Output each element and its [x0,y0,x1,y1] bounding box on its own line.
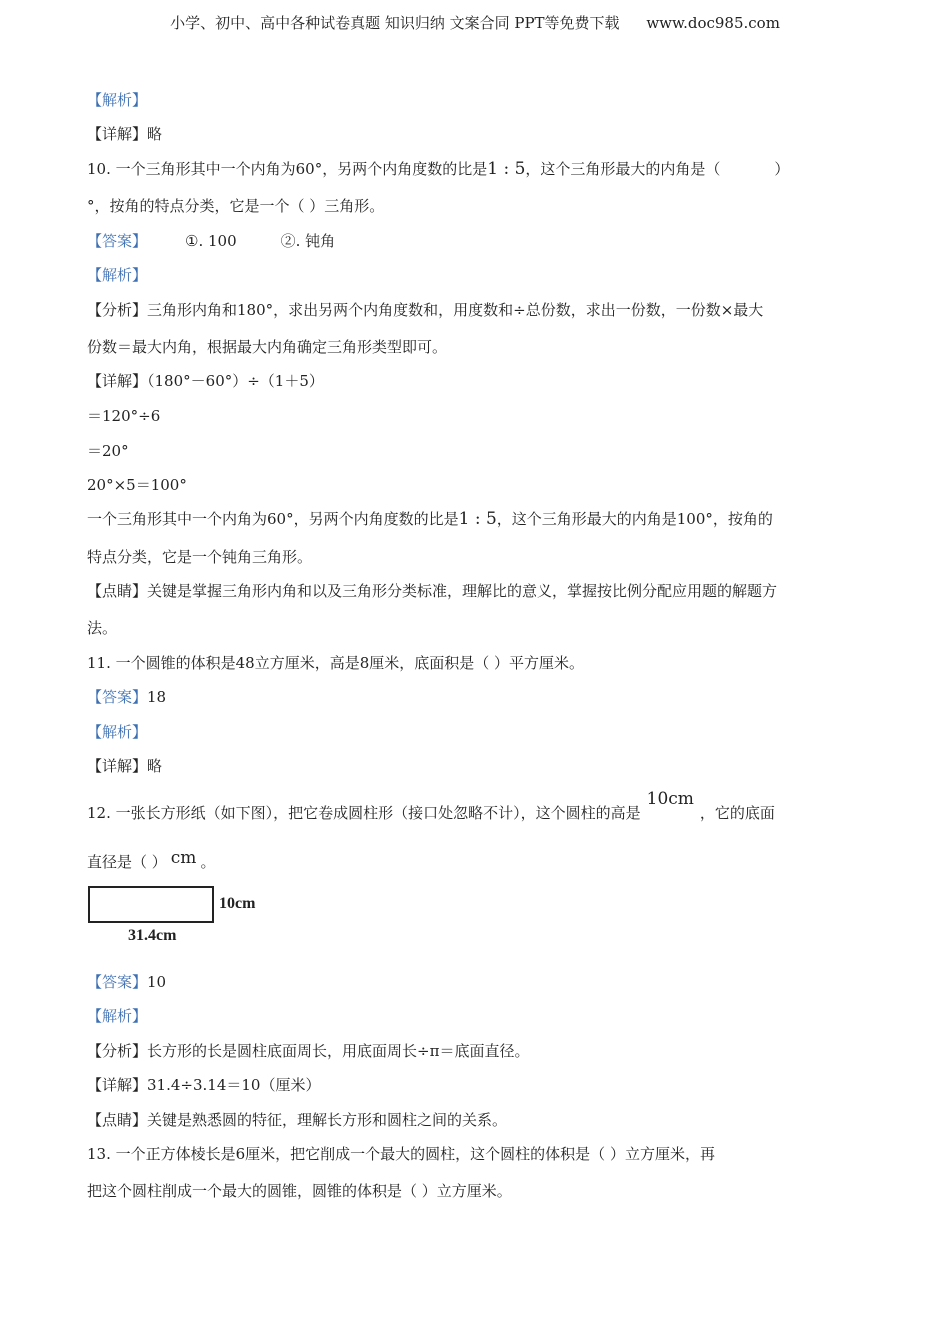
q11-answer-label: 【答案】 [87,688,148,706]
q10-analysis-label: 【分析】 [87,301,148,319]
q10-detail-4: 20°×5＝100° [87,476,187,494]
q11-question: 11. 一个圆锥的体积是48立方厘米，高是8厘米，底面积是（ ）平方厘米。 [87,654,585,672]
paper-rectangle-figure [88,886,214,923]
q12-analysis [87,1040,529,1062]
q9-detail-text: 略 [147,125,163,143]
q10-detail-1 [87,370,324,392]
q12-detail-text: 31.4÷3.14＝10（厘米） [147,1076,321,1094]
figure-length-label: 31.4cm [128,927,177,944]
q10-analysis-1 [87,299,763,321]
header-site: www.doc985.com [646,14,780,32]
q10-detail-5 [87,508,773,530]
q11-detail-label: 【详解】 [87,757,148,775]
q10-answer-label: 【答案】 [87,232,148,250]
q12-line1-b: ，它的底面 [699,804,775,822]
q12-jiexi-label: 【解析】 [87,1007,148,1025]
q10-jiexi-label: 【解析】 [87,266,148,284]
q12-line2-a: 直径是（ ） [87,853,167,871]
q12-analysis-text: 长方形的长是圆柱底面周长，用底面周长÷π＝底面直径。 [147,1042,530,1060]
q12-question-line2 [87,848,216,873]
q10-detail-6: 特点分类，它是一个钝角三角形。 [87,548,313,566]
q11-answer [87,686,166,708]
q10-detail-5b: ，这个三角形最大的内角是100°，按角的 [496,510,773,528]
q10-question-line1 [87,158,789,180]
q12-answer-text: 10 [147,973,167,991]
q13-question-line2: 把这个圆柱削成一个最大的圆锥，圆锥的体积是（ ）立方厘米。 [87,1182,512,1200]
q12-note-text: 关键是熟悉圆的特征，理解长方形和圆柱之间的关系。 [147,1111,508,1129]
q11-answer-text: 18 [147,688,167,706]
q10-line1-b: ，这个三角形最大的内角是（ [525,160,721,178]
q10-answer-1: ①. 100 [185,232,237,250]
q10-detail-3: ＝20° [87,442,129,460]
q10-answer [87,230,335,252]
q12-question-line1 [87,789,775,824]
q12-height: 10cm [646,789,694,809]
q12-line1-a: 12. 一张长方形纸（如下图），把它卷成圆柱形（接口处忽略不计），这个圆柱的高是 [87,804,641,822]
figure-height-label: 10cm [219,895,256,912]
q10-detail-ratio: 1 : 5 [458,509,497,529]
q13-question-line1: 13. 一个正方体棱长是6厘米，把它削成一个最大的圆柱，这个圆柱的体积是（ ）立方厘米，再 [87,1145,715,1163]
q12-line2-b: 。 [200,853,216,871]
q10-note-1 [87,580,777,602]
q10-ratio: 1 : 5 [487,159,526,179]
q12-analysis-label: 【分析】 [87,1042,148,1060]
q11-detail [87,755,162,777]
q12-answer-label: 【答案】 [87,973,148,991]
q11-detail-text: 略 [147,757,163,775]
q12-unit: cm [170,848,197,868]
q11-jiexi-label: 【解析】 [87,723,148,741]
q9-jiexi-label: 【解析】 [87,91,148,109]
q9-detail-label: 【详解】 [87,125,148,143]
header-text: 小学、初中、高中各种试卷真题 知识归纳 文案合同 PPT等免费下载 [170,14,620,32]
q12-detail [87,1074,320,1096]
q12-note [87,1109,507,1131]
q10-analysis-2: 份数＝最大内角，根据最大内角确定三角形类型即可。 [87,338,448,356]
q12-answer [87,971,166,993]
q12-note-label: 【点睛】 [87,1111,148,1129]
q10-analysis-text-1: 三角形内角和180°，求出另两个内角度数和，用度数和÷总份数，求出一份数，一份数×最大 [147,301,764,319]
q10-line1-c: ） [774,160,790,178]
q10-note-label: 【点睛】 [87,582,148,600]
q10-question-line2: °，按角的特点分类，它是一个（ ）三角形。 [87,197,385,215]
page-header [0,12,950,33]
q10-note-text-1: 关键是掌握三角形内角和以及三角形分类标准，理解比的意义，掌握按比例分配应用题的解题方 [147,582,778,600]
q10-detail-2: ＝120°÷6 [87,407,161,425]
q10-note-2: 法。 [87,619,118,637]
q10-detail-text-1: （180°－60°）÷（1＋5） [147,372,324,390]
q9-detail [87,123,162,145]
q10-line1-a: 10. 一个三角形其中一个内角为60°，另两个内角度数的比是 [87,160,488,178]
q12-detail-label: 【详解】 [87,1076,148,1094]
q10-detail-5a: 一个三角形其中一个内角为60°，另两个内角度数的比是 [87,510,459,528]
q10-answer-2: ②. 钝角 [280,232,336,250]
q10-detail-label: 【详解】 [87,372,148,390]
